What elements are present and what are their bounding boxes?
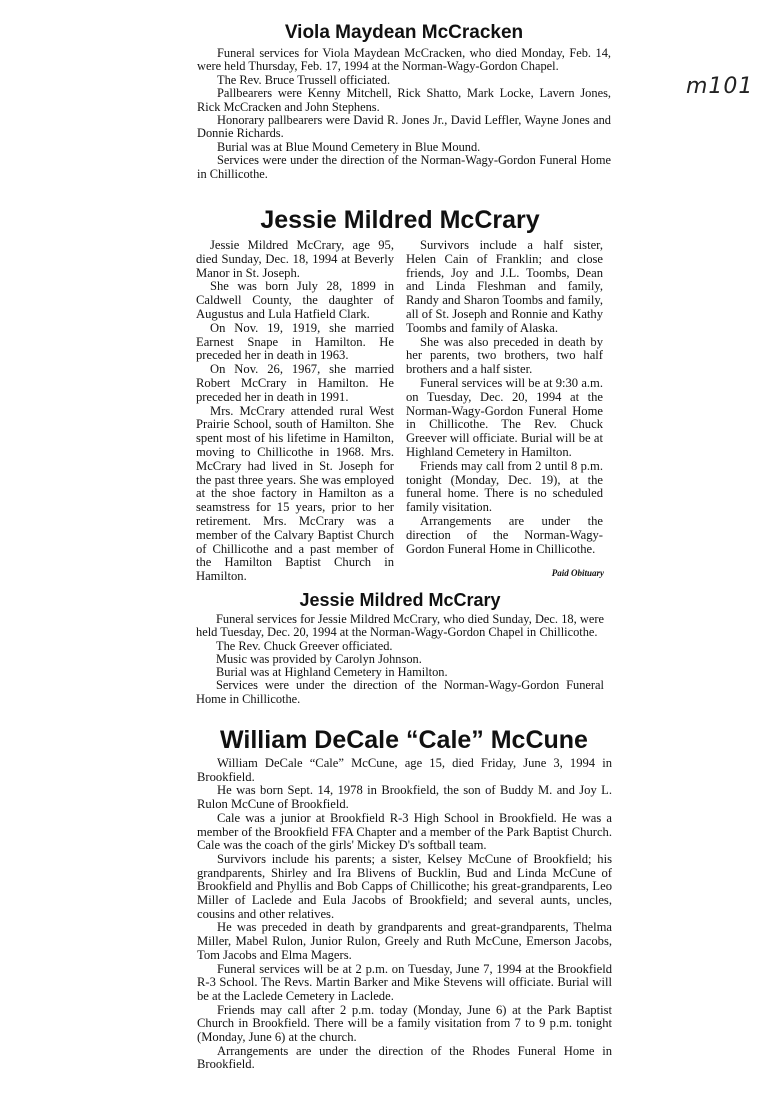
- william-paragraph: He was born Sept. 14, 1978 in Brookfield, the son of Buddy M. and Joy L. Rulon McCune of Brookfield.: [197, 783, 612, 812]
- viola-paragraph: Services were under the direction of the Norman-Wagy-Gordon Funeral Home in Chillicothe.: [197, 153, 611, 181]
- viola-paragraph: Funeral services for Viola Maydean McCracken, who died Monday, Feb. 14, were held Thursday, Feb. 17, 1994 at the Norman-Wagy-Gordon Chapel.: [197, 46, 611, 74]
- viola-paragraph: Pallbearers were Kenny Mitchell, Rick Shatto, Mark Locke, Lavern Jones, Rick McCracken and John Stephens.: [197, 86, 611, 114]
- jessie-left-paragraph: Jessie Mildred McCrary, age 95, died Sunday, Dec. 18, 1994 at Beverly Manor in St. Joseph.: [196, 238, 394, 280]
- jessie-left-paragraph: She was born July 28, 1899 in Caldwell County, the daughter of Augustus and Lula Hatfield Clark.: [196, 279, 394, 321]
- jessie-services-paragraph: Burial was at Highland Cemetery in Hamilton.: [216, 665, 448, 680]
- william-paragraph: Cale was a junior at Brookfield R-3 High School in Brookfield. He was a member of the Brookfield FFA Chapter and a member of the Park Baptist Church. Cale was the coach of the girls' Mickey D's softball team.: [197, 810, 612, 853]
- jessie-left-column: [196, 239, 394, 584]
- viola-paragraph: Honorary pallbearers were David R. Jones Jr., David Leffler, Wayne Jones and Donnie Richards.: [197, 113, 611, 141]
- jessie-right-paragraph: Survivors include a half sister, Helen Cain of Franklin; and close friends, Joy and J.L. Toombs, Dean and Linda Fleshman and family, Randy and Sharon Toombs and family, all of St. Joseph and Ronnie and Kathy Toombs and family of Alaska.: [406, 238, 603, 335]
- william-paragraph: William DeCale “Cale” McCune, age 15, died Friday, June 3, 1994 in Brookfield.: [197, 756, 612, 784]
- viola-heading: Viola Maydean McCracken: [284, 22, 524, 43]
- handwritten-margin-note: m101: [686, 74, 754, 99]
- william-body: [197, 757, 612, 1072]
- jessie-services-heading: Jessie Mildred McCrary: [299, 590, 501, 610]
- william-paragraph: Survivors include his parents; a sister, Kelsey McCune of Brookfield; his grandparents, Shirley and Ira Blivens of Bucklin, Bud and Linda McCune of Brookfield and Phyllis and Bob Capps of Chillicothe; his great-grandparents, Leo Miller of Laclede and Eula Jacobs of Brookfield; and several aunts, uncles, cousins and other relatives.: [197, 851, 612, 921]
- viola-paragraph: Burial was at Blue Mound Cemetery in Blue Mound.: [217, 139, 481, 154]
- jessie-right-paragraph: She was also preceded in death by her parents, two brothers, two half brothers and a half sister.: [406, 334, 603, 377]
- jessie-services-paragraph: The Rev. Chuck Greever officiated.: [216, 638, 393, 653]
- viola-body: [197, 47, 611, 181]
- william-paragraph: Arrangements are under the direction of the Rhodes Funeral Home in Brookfield.: [197, 1043, 612, 1072]
- jessie-right-column: [406, 239, 603, 556]
- william-paragraph: Friends may call after 2 p.m. today (Monday, June 6) at the Park Baptist Church in Brookfield. There will be a family visitation from 7 to 9 p.m. tonight (Monday, June 6) at the church.: [197, 1002, 612, 1045]
- jessie-services-paragraph: Music was provided by Carolyn Johnson.: [216, 651, 422, 666]
- jessie-left-paragraph: On Nov. 19, 1919, she married Earnest Snape in Hamilton. He preceded her in death in 1963.: [196, 320, 394, 363]
- viola-paragraph: The Rev. Bruce Trussell officiated.: [217, 72, 391, 87]
- jessie-left-paragraph: On Nov. 26, 1967, she married Robert McCrary in Hamilton. He preceded her in death in 1991.: [196, 362, 394, 404]
- william-paragraph: Funeral services will be at 2 p.m. on Tuesday, June 7, 1994 at the Brookfield R-3 School. The Revs. Martin Barker and Mike Stevens will officiate. Burial will be at the Laclede Cemetery in Laclede.: [197, 961, 612, 1003]
- jessie-obituary-heading: Jessie Mildred McCrary: [260, 206, 540, 234]
- jessie-right-paragraph: Funeral services will be at 9:30 a.m. on Tuesday, Dec. 20, 1994 at the Norman-Wagy-Gordon Funeral Home in Chillicothe. The Rev. Chuck Greever will officiate. Burial will be at Highland Cemetery in Hamilton.: [406, 375, 603, 459]
- jessie-services-paragraph: Services were under the direction of the Norman-Wagy-Gordon Funeral Home in Chillicothe.: [196, 678, 604, 706]
- william-heading: William DeCale “Cale” McCune: [220, 726, 588, 754]
- jessie-services-paragraph: Funeral services for Jessie Mildred McCrary, who died Sunday, Dec. 18, were held Tuesday, Dec. 20, 1994 at the Norman-Wagy-Gordon Chapel in Chillicothe.: [196, 612, 604, 640]
- jessie-services-body: [196, 613, 604, 706]
- jessie-right-paragraph: Friends may call from 2 until 8 p.m. tonight (Monday, Dec. 19), at the funeral home. There is no scheduled family visitation.: [406, 458, 603, 515]
- jessie-right-paragraph: Arrangements are under the direction of the Norman-Wagy-Gordon Funeral Home in Chillicothe.: [406, 513, 603, 556]
- paid-obituary-label: Paid Obituary: [551, 568, 604, 578]
- william-paragraph: He was preceded in death by grandparents and great-grandparents, Thelma Miller, Mabel Rulon, Junior Rulon, Greely and Ruth McCune, Emerson Jacobs, Tom Jacobs and Elma Magers.: [197, 920, 612, 962]
- jessie-left-paragraph: Mrs. McCrary attended rural West Prairie School, south of Hamilton. She spent most of his lifetime in Hamilton, moving to Chillicothe in 1968. Mrs. McCrary had lived in St. Joseph for the past three years. She was employed at the shoe factory in Hamilton as a seamstress for 15 years, prior to her retirement. Mrs. McCrary was a member of the Calvary Baptist Church of Chillicothe and a past member of the Hamilton Baptist Church in Hamilton.: [196, 403, 394, 584]
